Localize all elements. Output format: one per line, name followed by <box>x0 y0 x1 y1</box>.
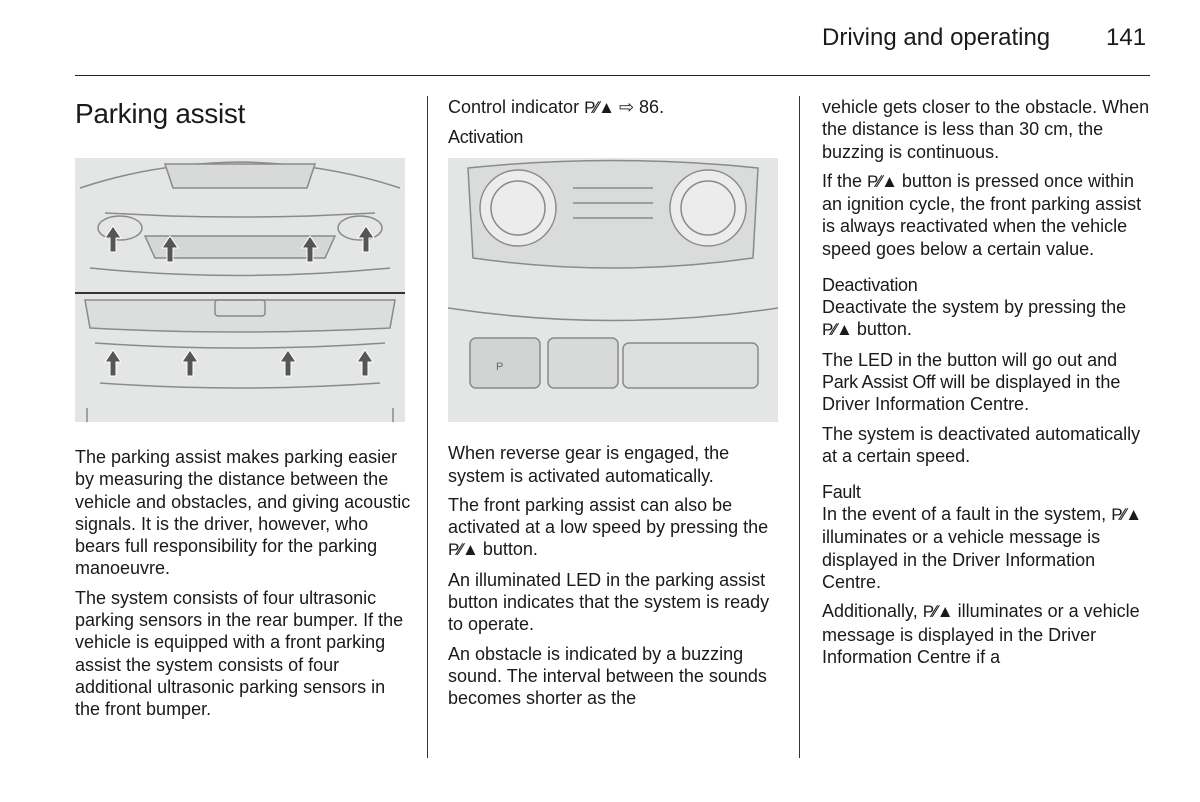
text-fragment: The front parking assist can also be activated at a low speed by pressing the <box>448 494 769 538</box>
intro-paragraph: The parking assist makes parking easier by measuring the distance between the vehicle and obstacles, and giving acoustic signals. It is the driver, however, who bears full responsibility for the parking manoeuvre. <box>75 447 411 579</box>
parking-assist-symbol: P∕∕▲ <box>867 171 897 191</box>
text-fragment: The LED in the button will go out and <box>822 349 1118 370</box>
text-fragment: Deactivate the system by pressing the <box>822 297 1127 318</box>
deactivation-paragraph <box>822 296 1157 342</box>
obstacle-paragraph: An obstacle is indicated by a buzzing sound. The interval between the sounds becomes shorter as the <box>448 643 767 709</box>
continuation-paragraph: vehicle gets closer to the obstacle. When the distance is less than 30 cm, the buzzing is continuous. <box>822 97 1150 162</box>
text-fragment: In the event of a fault in the system, <box>822 504 1107 525</box>
column-2 <box>448 96 788 717</box>
column-divider-2 <box>799 96 800 758</box>
fault-paragraph <box>822 503 1157 593</box>
text-fragment: If the <box>822 170 863 191</box>
control-indicator-line <box>448 96 788 119</box>
page-number: 141 <box>1106 24 1147 51</box>
parking-assist-button <box>470 338 540 388</box>
section-title: Parking assist <box>75 98 246 129</box>
parking-assist-symbol: P∕∕▲ <box>922 602 953 622</box>
led-off-paragraph <box>822 349 1157 416</box>
deactivation-heading: Deactivation <box>822 275 918 296</box>
svg-text:P: P <box>496 361 504 374</box>
page-reference: 86. <box>639 97 665 117</box>
reference-arrow-icon: ⇨ <box>618 97 635 117</box>
text-fragment: illuminates or a vehicle message is displayed in the Driver Information Centre if a <box>822 601 1140 667</box>
parking-assist-symbol: P∕∕▲ <box>584 98 614 117</box>
text-fragment: illuminates or a vehicle message is displayed in the Driver Information Centre. <box>822 527 1101 593</box>
page-header-title: Driving and operating <box>822 24 1051 51</box>
text-fragment: button. <box>856 319 912 340</box>
auto-deactivation-paragraph: The system is deactivated automatically at a certain speed. <box>822 423 1141 466</box>
control-indicator-label: Control indicator <box>448 97 580 117</box>
reactivation-paragraph <box>822 170 1157 260</box>
text-fragment: Additionally, <box>822 601 918 622</box>
parking-assist-symbol: P∕∕▲ <box>822 320 852 340</box>
text-fragment: button. <box>482 539 538 560</box>
additional-fault-paragraph <box>822 600 1157 668</box>
parking-assist-symbol: P∕∕▲ <box>448 540 478 560</box>
column-3 <box>822 96 1157 675</box>
bumper-sensors-illustration <box>75 158 405 422</box>
column-divider-1 <box>427 96 428 758</box>
text-fragment: button is pressed once within an ignition cycle, the front parking assist is always reactivated when the vehicle speed goes below a certain value. <box>822 170 1142 259</box>
column-1 <box>75 96 415 728</box>
sensors-paragraph: The system consists of four ultrasonic parking sensors in the rear bumper. If the vehicle is equipped with a front parking assist the system consists of four additional ultrasonic parking sensors in the front bumper. <box>75 587 404 720</box>
fault-heading: Fault <box>822 482 861 503</box>
text-fragment: will be displayed in the Driver Information Centre. <box>822 371 1121 415</box>
parking-assist-symbol: P∕∕▲ <box>1111 505 1142 525</box>
led-paragraph: An illuminated LED in the parking assist button indicates that the system is ready to operate. <box>448 569 770 635</box>
parking-assist-button-illustration <box>448 158 778 422</box>
activation-heading: Activation <box>448 127 524 148</box>
park-assist-off-message: Park Assist Off <box>822 371 936 392</box>
activation-paragraph-1: When reverse gear is engaged, the system is activated automatically. <box>448 443 730 486</box>
activation-paragraph-2 <box>448 494 788 562</box>
header-rule <box>75 75 1150 76</box>
